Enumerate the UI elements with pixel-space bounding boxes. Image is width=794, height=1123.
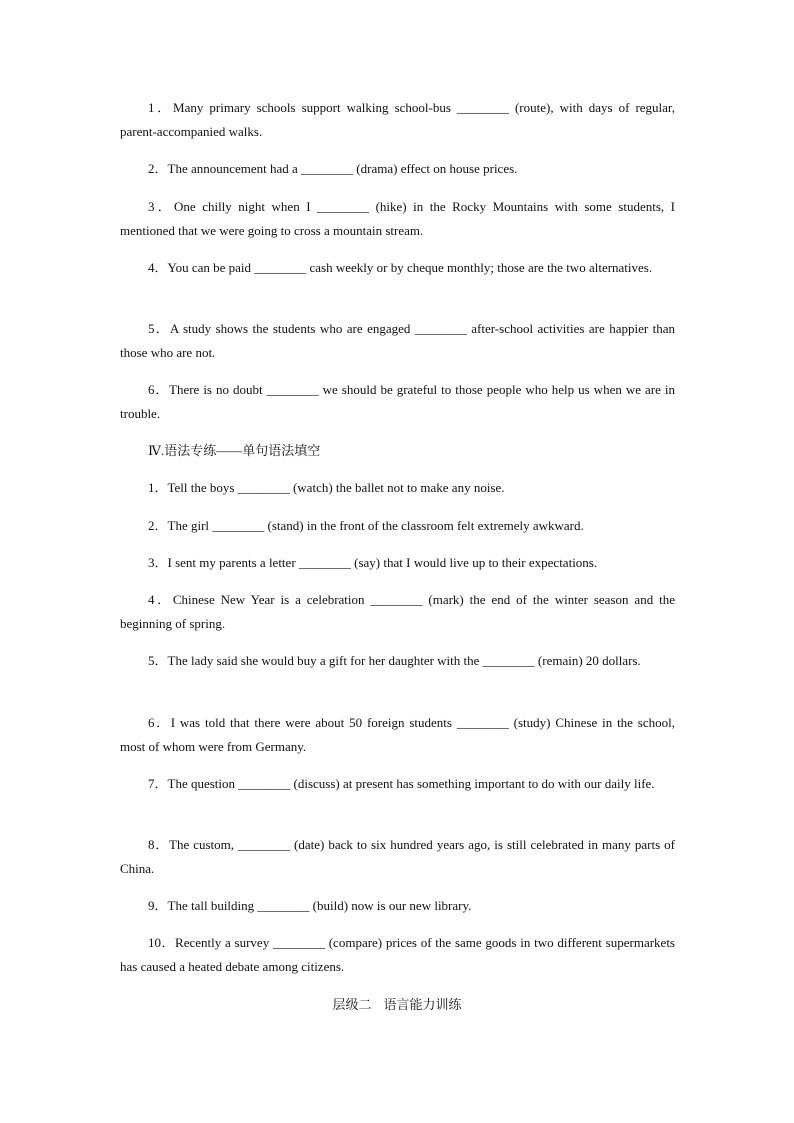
level-title: 语言能力训练 [383,997,462,1012]
exercise-text: 6．There is no doubt ________ we should be grateful to those people who help us when we are in trouble. [120,382,675,421]
exercise-text: 5．The lady said she would buy a gift for her daughter with the ________ (remain) 20 dollars. [148,653,641,668]
exercise-item [120,317,675,365]
exercise-text: 2．The girl ________ (stand) in the front of the classroom felt extremely awkward. [148,518,584,533]
exercise-item [120,649,675,673]
exercise-item [120,476,675,500]
exercise-item [120,833,675,881]
exercise-item [120,588,675,636]
exercise-text: 3．I sent my parents a letter ________ (say) that I would live up to their expectations. [148,555,598,570]
exercise-item [120,894,675,918]
exercise-item [120,256,675,280]
exercise-item [120,378,675,426]
exercise-item [120,711,675,759]
exercise-text: 7．The question ________ (discuss) at present has something important to do with our daily life. [148,776,655,791]
exercise-item [120,195,675,243]
exercise-text: 6．I was told that there were about 50 foreign students ________ (study) Chinese in the school, most of whom were from Germany. [120,715,675,754]
exercise-text: 4．You can be paid ________ cash weekly or by cheque monthly; those are the two alternatives. [148,260,653,275]
exercise-text: 9．The tall building ________ (build) now is our new library. [148,898,472,913]
exercise-text: 10．Recently a survey ________ (compare) prices of the same goods in two different supermarkets has caused a heated debate among citizens. [120,935,675,974]
exercise-item [120,551,675,575]
exercise-text: 1．Tell the boys ________ (watch) the ballet not to make any noise. [148,480,505,495]
exercise-item [120,96,675,144]
level-heading [0,995,794,1015]
section-heading: Ⅳ.语法专练——单句语法填空 [148,443,321,458]
exercise-text: 8．The custom, ________ (date) back to six hundred years ago, is still celebrated in many parts of China. [120,837,675,876]
exercise-item [120,514,675,538]
exercise-item [120,772,675,796]
exercise-item [120,931,675,979]
exercise-text: 1．Many primary schools support walking school-bus ________ (route), with days of regular, parent-accompanied walks. [120,100,675,139]
exercise-text: 4．Chinese New Year is a celebration ________ (mark) the end of the winter season and the beginning of spring. [120,592,675,631]
exercise-item [120,157,675,181]
level-label: 层级二 [332,997,372,1012]
exercise-text: 5．A study shows the students who are engaged ________ after-school activities are happier than those who are not. [120,321,675,360]
exercise-text: 2．The announcement had a ________ (drama) effect on house prices. [148,161,518,176]
exercise-text: 3．One chilly night when I ________ (hike) in the Rocky Mountains with some students, I mentioned that we were going to cross a mountain stream. [120,199,675,238]
